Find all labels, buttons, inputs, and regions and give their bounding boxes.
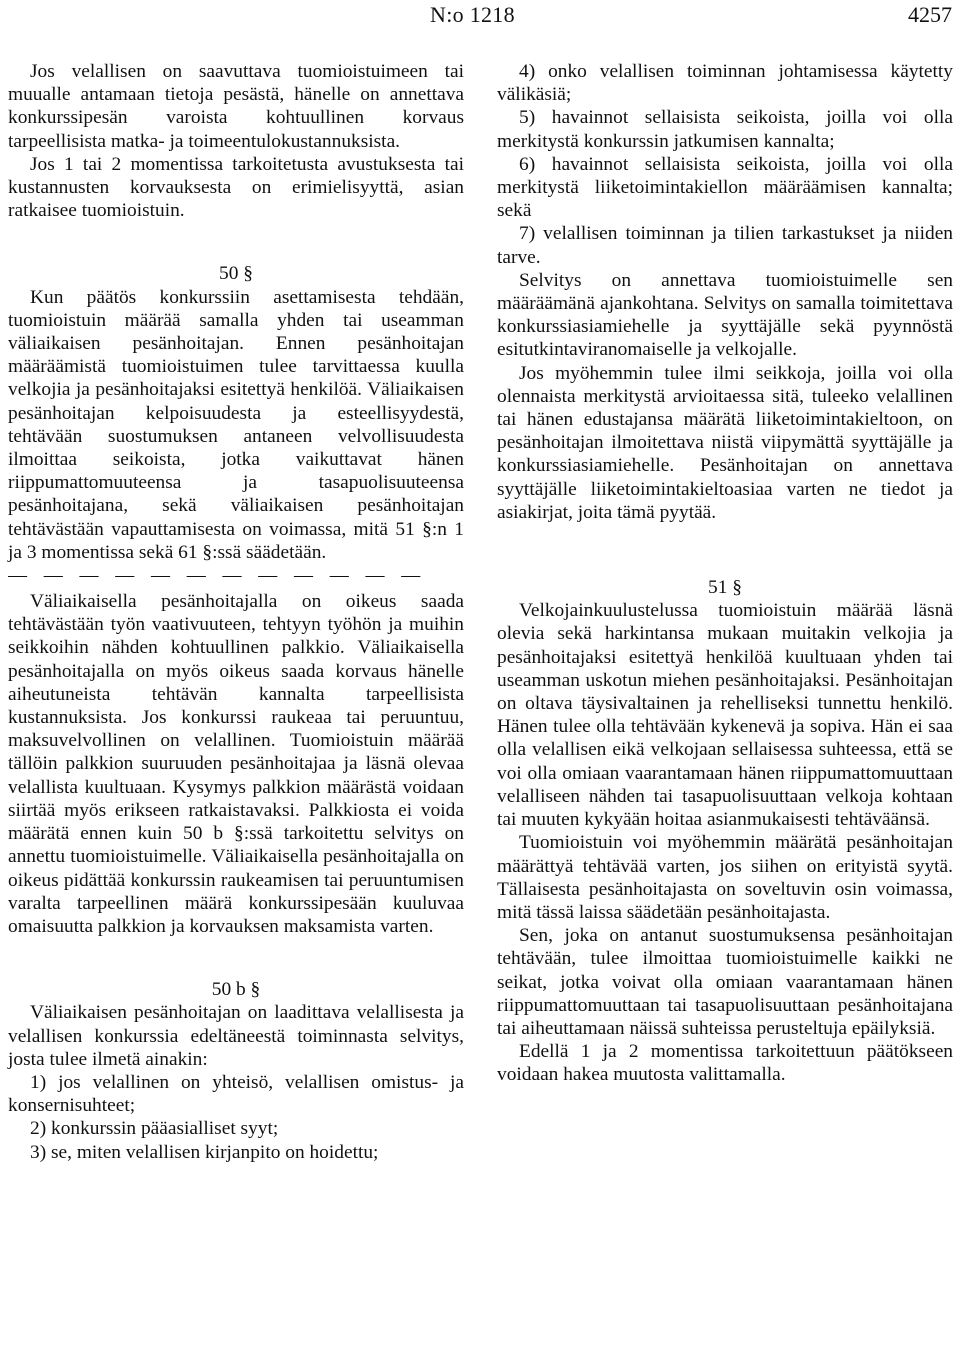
left-column bbox=[8, 60, 464, 1164]
document-number: N:o 1218 bbox=[430, 2, 515, 27]
page-number: 4257 bbox=[908, 2, 952, 27]
spacer bbox=[8, 222, 464, 262]
paragraph-travel-costs: Jos velallisen on saavuttava tuomioistuimeen tai muualle antamaan tietoja pesästä, hänelle on annettava konkurssipesän varoista kohtuullinen korvaus tarpeellisista matka- ja toimeentulokustannuksista. bbox=[8, 61, 464, 152]
section-50-paragraph-1: Kun päätös konkurssiin asettamisesta tehdään, tuomioistuin määrää samalla yhden tai useamman väliaikaisen pesänhoitajan. Ennen pesänhoitajan määräämistä tuomioistuimen tulee tarvittaessa kuulla velkojia ja pesänhoitajaksi esitettyä henkilöä. Väliaikaisen pesänhoitajan kelpoisuudesta ja esteellisyydestä, tehtävään suostumuksen antaneen velvollisuudesta ilmoittaa seikoista, jotka vaikuttavat hänen riippumattomuuteensa ja tasapuolisuuteensa pesänhoitajana, sekä väliaikaisen pesänhoitajan tehtävästään vapauttamisesta on voimassa, mitä 51 §:n 1 ja 3 momentissa sekä 61 §:ssä säädetään. bbox=[8, 286, 464, 563]
list-item-6: 6) havainnot sellaisista seikoista, joilla voi olla merkitystä liiketoimintakiellon määräämisen kannalta; sekä bbox=[497, 153, 953, 222]
section-51-paragraph-3: Sen, joka on antanut suostumuksensa pesänhoitajan tehtävään, tulee ilmoittaa tuomioistuimelle kaikki ne seikat, jotka voivat olla omiaan vaarantamaan hänen riippumattomuuttaan tai tasapuolisuuttaan pesänhoitajana tai aiheuttamaan näissä suhteissa perusteltuja epäilyksiä. bbox=[497, 925, 953, 1039]
right-column bbox=[497, 60, 953, 1087]
paragraph-later-findings: Jos myöhemmin tulee ilmi seikkoja, joilla voi olla olennaista merkitystä arvioitaessa sitä, tuleeko velallinen tai hänen edustajansa määrätä liiketoimintakieltoon, on pesänhoitajan ilmoitettava niistä viipymättä syyttäjälle ja konkurssiasiamiehelle. Pesänhoitajan on annettava syyttäjälle liiketoimintakieltoasiaa varten ne tiedot ja asiakirjat, joita tämä pyytää. bbox=[497, 362, 953, 523]
section-51-paragraph-4: Edellä 1 ja 2 momentissa tarkoitettuun päätökseen voidaan hakea muutosta valittamalla. bbox=[497, 1041, 953, 1086]
list-item-7: 7) velallisen toiminnan ja tilien tarkastukset ja niiden tarve. bbox=[497, 223, 953, 268]
page-header bbox=[0, 0, 960, 36]
list-item-4: 4) onko velallisen toiminnan johtamisessa käytetty välikäsiä; bbox=[497, 61, 953, 106]
section-50b-intro: Väliaikaisen pesänhoitajan on laadittava velallisesta ja velallisen konkurssia edeltäneestä toiminnasta selvitys, josta tulee ilmetä ainakin: bbox=[8, 1002, 464, 1070]
section-51-paragraph-2: Tuomioistuin voi myöhemmin määrätä pesänhoitajan määrättyä tehtävää varten, jos siihen on erityistä syytä. Tällaisesta pesänhoitajasta on soveltuvin osin voimassa, mitä tässä laissa säädetään pesänhoitajasta. bbox=[497, 832, 953, 923]
spacer bbox=[8, 938, 464, 978]
list-item-1: 1) jos velallinen on yhteisö, velallisen omistus- ja konsernisuhteet; bbox=[8, 1071, 464, 1117]
section-51-heading: 51 § bbox=[708, 577, 742, 599]
section-50b-heading: 50 b § bbox=[211, 979, 261, 1001]
list-item-2: 2) konkurssin pääasialliset syyt; bbox=[30, 1118, 279, 1140]
section-51-paragraph-1: Velkojainkuulustelussa tuomioistuin määrää läsnä olevia sekä harkintansa mukaan muitakin velkojia ja pesänhoitajaksi esitettyä henkilöä kuultuaan yhden tai useamman uskotun miehen pesänhoitajaksi. Pesänhoitajan on oltava täysivaltainen ja rehelliseksi tunnettu henkilö. Hänen tulee olla tehtävään kykenevä ja sopiva. Hän ei saa olla velallisen eikä velkojaan sellaisessa suhteessa, että se voi olla omiaan vaarantamaan hänen riippumattomuuttaan velalliseen nähden tai tasapuolisuuttaan velkoja kohtaan tai muuten kykyään hoitaa asianmukaisesti tehtäväänsä. bbox=[497, 600, 953, 831]
omission-marks: — — — — — — — — — — — — bbox=[8, 566, 427, 587]
paragraph-delivery: Selvitys on annettava tuomioistuimelle sen määräämänä ajankohtana. Selvitys on samalla toimitettava konkurssiasiamiehelle ja syyttäjälle sekä pyynnöstä esitutkintaviranomaiselle ja velkojalle. bbox=[497, 269, 953, 361]
section-50-paragraph-2: Väliaikaisella pesänhoitajalla on oikeus saada tehtävästään työn vaativuuteen, tehtyyn työhön ja muihin seikkoihin nähden kohtuullinen palkkio. Väliaikaisella pesänhoitajalla on myös oikeus saada korvaus hänelle aiheutuneista tehtävän kannalta tarpeellisista kustannuksista. Jos konkurssi raukeaa tai peruuntuu, maksuvelvollinen on velallinen. Tuomioistuin määrää tällöin palkkion suuruuden pesänhoitajaa ja läsnä olevaa velallista kuultuaan. Kysymys palkkion määrästä voidaan siirtää myös erikseen ratkaistavaksi. Palkkiosta ei voida määrätä ennen kuin 50 b §:ssä tarkoitettu selvitys on annettu tuomioistuimelle. Väliaikaisella pesänhoitajalla on oikeus pidättää konkurssin raukeamisen tai peruuntumisen varalta tarpeellinen määrä konkurssipesään kuuluvaa omaisuutta palkkion ja korvauksen maksamista varten. bbox=[8, 591, 464, 937]
spacer bbox=[497, 524, 953, 576]
list-item-5: 5) havainnot sellaisista seikoista, joilla voi olla merkitystä konkurssin jatkumisen kannalta; bbox=[497, 107, 953, 152]
section-50-heading: 50 § bbox=[219, 263, 253, 285]
paragraph-disputes: Jos 1 tai 2 momentissa tarkoitetusta avustuksesta tai kustannusten korvauksesta on erimielisyyttä, asian ratkaisee tuomioistuin. bbox=[8, 153, 464, 222]
list-item-3: 3) se, miten velallisen kirjanpito on hoidettu; bbox=[30, 1141, 379, 1163]
